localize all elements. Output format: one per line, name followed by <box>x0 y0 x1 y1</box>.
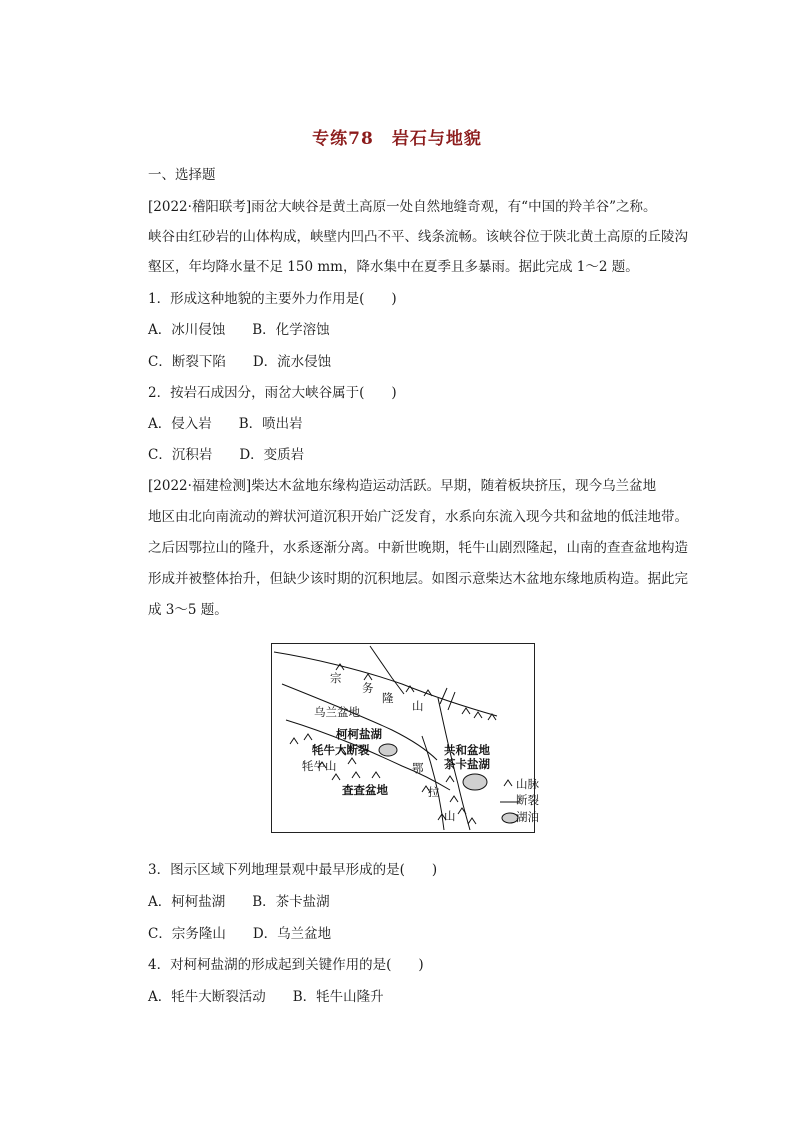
passage2-line2: 地区由北向南流动的辫状河道沉积开始广泛发育，水系向东流入现今共和盆地的低洼地带。 <box>148 509 688 525</box>
section-heading: 一、选择题 <box>148 167 216 183</box>
map-label-wu: 务 <box>362 681 374 695</box>
passage2-line1: [2022·福建检测]柴达木盆地东缘构造运动活跃。早期，随着板块挤压，现今乌兰盆地 <box>148 478 657 494</box>
passage1-line3: 壑区，年均降水量不足 150 mm，降水集中在夏季且多暴雨。据此完成 1～2 题。 <box>148 259 639 275</box>
mountain-icon <box>450 796 458 802</box>
keke-salt-lake-shape <box>379 744 397 756</box>
map-label-shan-north: 山 <box>412 699 424 713</box>
mountain-icon <box>446 776 454 782</box>
legend-mountain-icon <box>504 780 512 786</box>
fault-line-short-1 <box>440 688 447 704</box>
legend-label-mountain: 山脉 <box>516 777 539 791</box>
page-title: 专练78 岩石与地貌 <box>312 129 482 149</box>
geologic-map-figure <box>271 643 539 833</box>
question3-options-row1: A．柯柯盐湖 B．茶卡盐湖 <box>148 894 330 910</box>
question4-options-row1: A．牦牛大断裂活动 B．牦牛山隆升 <box>148 989 384 1005</box>
mountain-icon <box>462 708 470 714</box>
question4-stem: 4．对柯柯盐湖的形成起到关键作用的是( ) <box>148 957 424 973</box>
mountain-icon <box>474 712 482 718</box>
passage2-line3: 之后因鄂拉山的隆升，水系逐渐分离。中新世晚期，牦牛山剧烈隆起，山南的查查盆地构造 <box>148 540 688 556</box>
map-label-chacha-basin: 查查盆地 <box>342 783 388 797</box>
mountain-icon <box>468 818 476 824</box>
fault-line-north <box>274 652 497 716</box>
question3-stem: 3．图示区域下列地理景观中最早形成的是( ) <box>148 862 438 878</box>
question2-options-row2: C．沉积岩 D．变质岩 <box>148 447 305 463</box>
mountain-icon <box>406 686 414 692</box>
question1-options-row2: C．断裂下陷 D．流水侵蚀 <box>148 354 332 370</box>
map-label-maoniu-mountain: 牦牛山 <box>302 759 337 773</box>
passage2-line4: 形成并被整体抬升，但缺少该时期的沉积地层。如图示意柴达木盆地东缘地质构造。据此完 <box>148 571 688 587</box>
passage1-line2: 峡谷由红砂岩的山体构成，峡壁内凹凸不平、线条流畅。该峡谷位于陕北黄土高原的丘陵沟 <box>148 229 688 245</box>
mountain-icon <box>290 738 298 744</box>
legend-label-lake: 湖泊 <box>516 810 539 824</box>
map-label-keke-salt-lake: 柯柯盐湖 <box>336 727 382 741</box>
question3-options-row2: C．宗务隆山 D．乌兰盆地 <box>148 926 332 942</box>
question1-stem: 1．形成这种地貌的主要外力作用是( ) <box>148 291 397 307</box>
map-label-maoniu-fault: 牦牛大断裂 <box>312 743 370 757</box>
fault-line-diagonal-north <box>370 646 404 694</box>
mountain-icon <box>352 772 360 778</box>
question2-options-row1: A．侵入岩 B．喷出岩 <box>148 416 303 432</box>
question1-options-row1: A．冰川侵蚀 B．化学溶蚀 <box>148 322 330 338</box>
passage2-line5: 成 3～5 题。 <box>148 602 228 618</box>
mountain-icon <box>364 674 372 680</box>
mountain-icon <box>304 734 312 740</box>
mountain-icon <box>372 772 380 778</box>
map-label-zong: 宗 <box>330 671 342 685</box>
question2-stem: 2．按岩石成因分，雨岔大峡谷属于( ) <box>148 385 397 401</box>
passage1-line1: [2022·稽阳联考]雨岔大峡谷是黄土高原一处自然地缝奇观，有“中国的羚羊谷”之称。 <box>148 199 657 215</box>
map-label-shan-ela: 山 <box>444 809 456 823</box>
chaka-salt-lake-shape <box>463 774 487 790</box>
mountain-icon <box>332 774 340 780</box>
map-label-wulan-basin: 乌兰盆地 <box>314 705 360 719</box>
legend-label-fault: 断裂 <box>516 793 539 807</box>
map-label-e: 鄂 <box>412 761 424 775</box>
map-label-gonghe-basin: 共和盆地 <box>444 743 490 757</box>
map-label-chaka-salt-lake: 茶卡盐湖 <box>444 757 490 771</box>
mountain-icon <box>348 758 356 764</box>
map-drawing <box>272 644 534 832</box>
map-label-la: 拉 <box>428 785 440 799</box>
map-label-long: 隆 <box>382 691 394 705</box>
